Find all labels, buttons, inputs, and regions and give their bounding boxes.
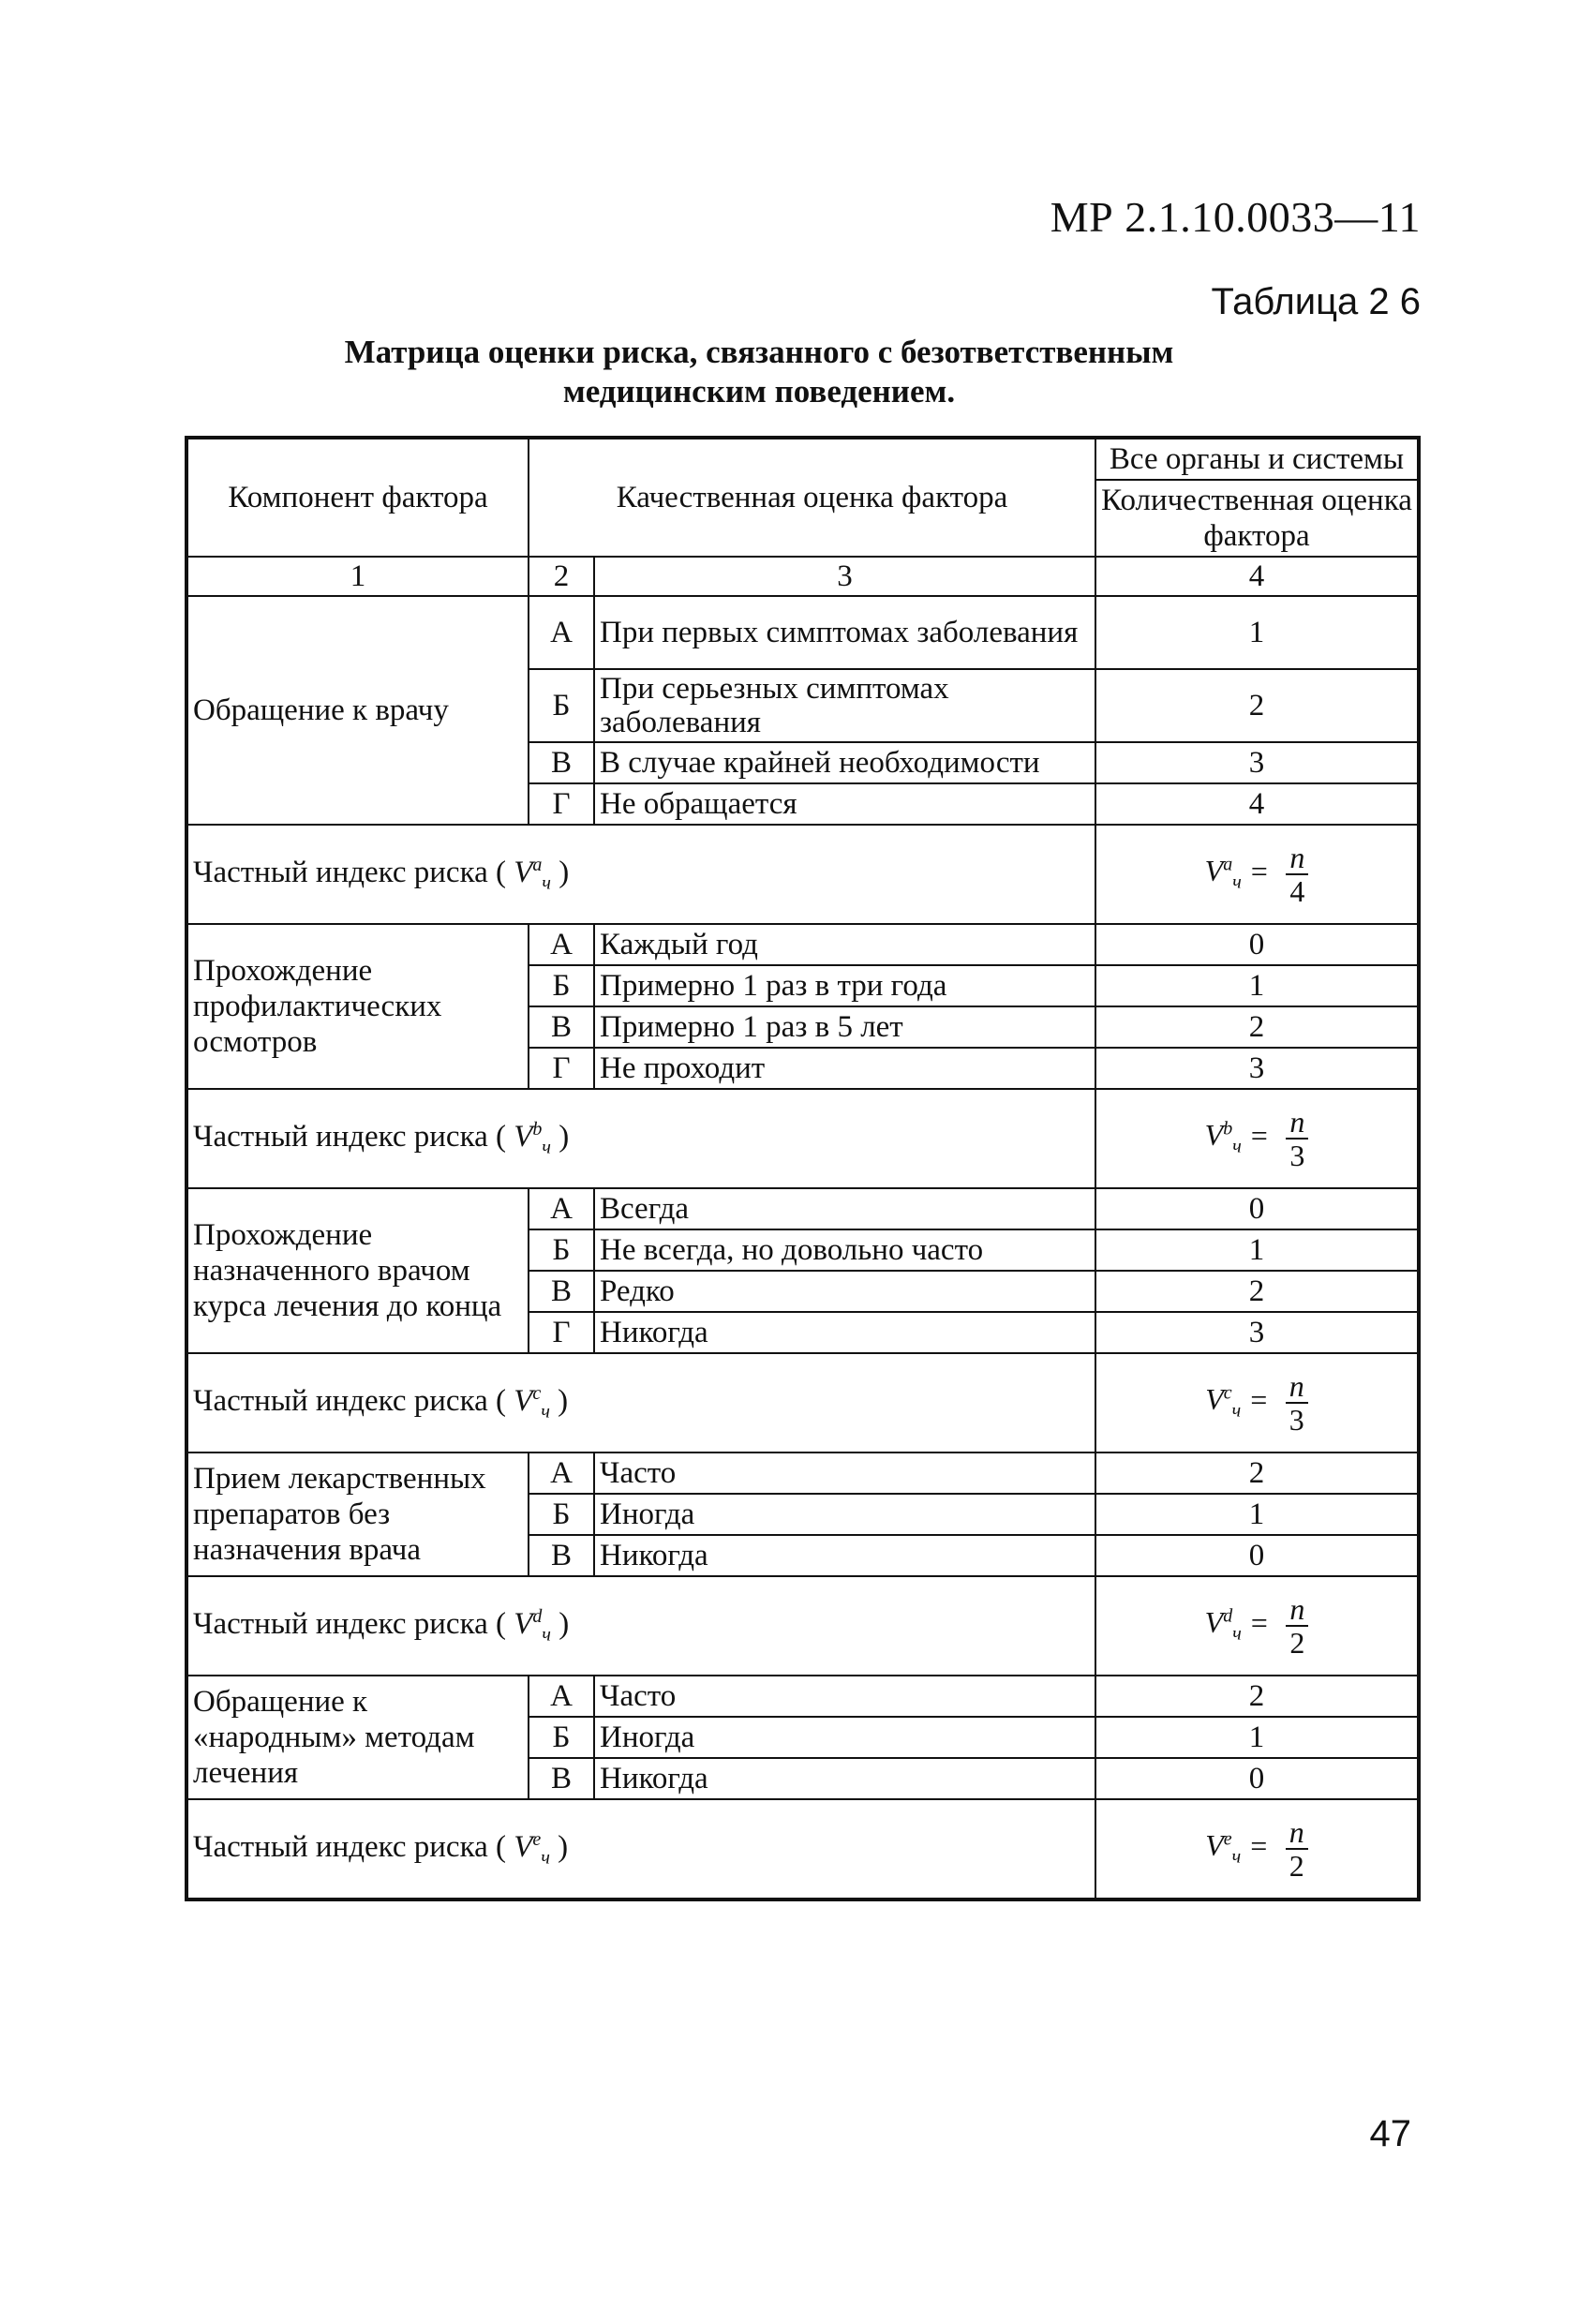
formula-numerator: n [1286, 1370, 1308, 1404]
formula-symbol [1204, 1605, 1242, 1645]
index-label-suffix: ) [559, 1607, 570, 1642]
option-code: В [529, 1006, 594, 1048]
document-code: МР 2.1.10.0033—11 [1050, 193, 1421, 241]
index-label-prefix: Частный индекс риска ( [193, 1384, 506, 1419]
page-number: 47 [1369, 2113, 1411, 2154]
option-value: 0 [1095, 1188, 1419, 1229]
option-value: 0 [1095, 924, 1419, 965]
formula-fraction [1286, 842, 1308, 907]
option-text: Никогда [594, 1312, 1095, 1353]
option-text: Часто [594, 1676, 1095, 1717]
col-number-2: 2 [529, 557, 594, 596]
formula-denominator: 2 [1289, 1849, 1304, 1883]
formula-fraction [1286, 1816, 1308, 1882]
table-title-line-2: медицинским поведением. [562, 373, 956, 410]
col-number-3: 3 [594, 557, 1095, 596]
formula-denominator: 4 [1289, 874, 1305, 908]
option-code: А [529, 596, 594, 669]
risk-symbol-sub: ч [541, 1401, 550, 1423]
option-text: Иногда [594, 1717, 1095, 1758]
formula-symbol-sup: c [1223, 1382, 1232, 1404]
option-text: Не проходит [594, 1048, 1095, 1089]
risk-symbol-sup: e [532, 1829, 542, 1851]
option-value: 1 [1095, 1494, 1419, 1535]
risk-symbol [514, 1119, 551, 1158]
index-label [186, 1353, 1095, 1452]
option-text: Часто [594, 1452, 1095, 1494]
option-text: Не обращается [594, 783, 1095, 825]
option-code: А [529, 924, 594, 965]
formula-denominator: 3 [1289, 1139, 1305, 1172]
option-text: При первых симптомах заболевания [594, 596, 1095, 669]
option-row [186, 1188, 1419, 1229]
formula-symbol-sup: a [1223, 854, 1233, 875]
option-text: Никогда [594, 1758, 1095, 1799]
index-label-suffix: ) [558, 1384, 569, 1419]
option-code: В [529, 1535, 594, 1576]
option-code: В [529, 1271, 594, 1312]
risk-symbol-sub: ч [541, 1847, 550, 1869]
index-label-suffix: ) [559, 856, 570, 890]
option-value: 3 [1095, 742, 1419, 783]
component-name: Обращение к «народным» методам лечения [186, 1676, 529, 1799]
index-formula: $V^a_ч$ = $\frac{n}{4}$ [1095, 825, 1419, 924]
index-row [186, 1089, 1419, 1188]
index-row [186, 1576, 1419, 1676]
risk-symbol [514, 855, 551, 894]
option-code: Б [529, 1229, 594, 1271]
col-number-4: 4 [1095, 557, 1419, 596]
table-number: Таблица 2 6 [1211, 281, 1421, 322]
risk-symbol-letter: V [514, 1607, 533, 1642]
formula-symbol-letter: V [1205, 1828, 1224, 1863]
component-name: Прохождение назначенного врачом курса лечения до конца [186, 1188, 529, 1353]
formula-symbol-letter: V [1205, 1382, 1224, 1417]
matrix-body [186, 596, 1419, 1899]
option-value: 2 [1095, 1006, 1419, 1048]
risk-symbol-sup: c [532, 1383, 542, 1405]
option-text: Никогда [594, 1535, 1095, 1576]
option-code: А [529, 1676, 594, 1717]
formula-symbol-sup: e [1223, 1828, 1232, 1850]
option-text: Не всегда, но довольно часто [594, 1229, 1095, 1271]
option-value: 1 [1095, 1717, 1419, 1758]
index-label-prefix: Частный индекс риска ( [193, 1120, 506, 1155]
option-text: Всегда [594, 1188, 1095, 1229]
index-formula: $V^e_ч$ = $\frac{n}{2}$ [1095, 1799, 1419, 1899]
option-row [186, 1676, 1419, 1717]
option-code: Б [529, 1717, 594, 1758]
option-text: Иногда [594, 1494, 1095, 1535]
formula-denominator: 3 [1289, 1403, 1304, 1437]
formula-symbol-sup: d [1223, 1605, 1233, 1627]
option-value: 1 [1095, 596, 1419, 669]
header-component: Компонент фактора [186, 438, 529, 557]
formula-numerator: n [1286, 842, 1308, 875]
formula-symbol-sub: ч [1232, 1623, 1242, 1645]
risk-symbol-sub: ч [542, 1137, 551, 1158]
option-value: 0 [1095, 1535, 1419, 1576]
index-label-suffix: ) [559, 1120, 570, 1155]
risk-symbol-sup: b [532, 1119, 543, 1140]
component-name: Прохождение профилактических осмотров [186, 924, 529, 1089]
formula-symbol-sub: ч [1231, 1400, 1242, 1422]
option-row [186, 1452, 1419, 1494]
risk-symbol [514, 1383, 550, 1423]
option-code: А [529, 1188, 594, 1229]
formula-fraction [1286, 1370, 1308, 1436]
option-text: В случае крайней необходимости [594, 742, 1095, 783]
option-value: 1 [1095, 965, 1419, 1006]
option-code: Г [529, 1048, 594, 1089]
option-code: В [529, 742, 594, 783]
option-code: Г [529, 783, 594, 825]
index-label [186, 1089, 1095, 1188]
option-code: А [529, 1452, 594, 1494]
risk-symbol-sub: ч [542, 1624, 551, 1646]
formula-fraction [1286, 1106, 1308, 1171]
formula-symbol [1204, 854, 1242, 893]
formula-symbol [1204, 1118, 1242, 1157]
formula-symbol [1205, 1828, 1242, 1868]
index-formula: $V^b_ч$ = $\frac{n}{3}$ [1095, 1089, 1419, 1188]
option-value: 2 [1095, 1676, 1419, 1717]
option-code: В [529, 1758, 594, 1799]
header-quantitative: Количественная оценка фактора [1095, 480, 1419, 557]
index-label-prefix: Частный индекс риска ( [193, 1607, 506, 1642]
index-label-suffix: ) [558, 1830, 569, 1865]
formula-fraction [1286, 1593, 1308, 1659]
option-text: Примерно 1 раз в 5 лет [594, 1006, 1095, 1048]
formula-numerator: n [1286, 1816, 1308, 1850]
option-text: Каждый год [594, 924, 1095, 965]
component-name: Обращение к врачу [186, 596, 529, 825]
risk-matrix-table [185, 436, 1421, 1901]
option-code: Б [529, 669, 594, 742]
option-text: При серьезных симптомах заболевания [594, 669, 1095, 742]
index-label-prefix: Частный индекс риска ( [193, 1830, 506, 1865]
formula-symbol-sup: b [1223, 1118, 1233, 1140]
table-title-line-1: Матрица оценки риска, связанного с безответственным [344, 334, 1174, 370]
risk-symbol-letter: V [514, 1830, 533, 1865]
option-code: Б [529, 965, 594, 1006]
option-value: 2 [1095, 1452, 1419, 1494]
option-row [186, 924, 1419, 965]
table-title [290, 333, 1228, 411]
col-number-1: 1 [186, 557, 529, 596]
header-qualitative: Качественная оценка фактора [529, 438, 1095, 557]
option-value: 2 [1095, 1271, 1419, 1312]
option-value: 1 [1095, 1229, 1419, 1271]
option-code: Г [529, 1312, 594, 1353]
risk-symbol-sub: ч [542, 872, 551, 894]
risk-symbol-letter: V [514, 856, 533, 890]
option-code: Б [529, 1494, 594, 1535]
formula-numerator: n [1286, 1593, 1308, 1627]
index-formula: $V^d_ч$ = $\frac{n}{2}$ [1095, 1576, 1419, 1676]
risk-symbol [514, 1829, 550, 1869]
risk-symbol-letter: V [514, 1120, 533, 1155]
formula-symbol-letter: V [1204, 1118, 1224, 1153]
header-all-organs: Все органы и системы [1095, 438, 1419, 480]
option-value: 4 [1095, 783, 1419, 825]
option-text: Редко [594, 1271, 1095, 1312]
formula-symbol-sub: ч [1232, 1136, 1242, 1157]
risk-symbol-sup: a [532, 855, 543, 876]
option-text: Примерно 1 раз в три года [594, 965, 1095, 1006]
formula-symbol-letter: V [1204, 1605, 1224, 1640]
index-label-prefix: Частный индекс риска ( [193, 856, 506, 890]
index-label [186, 825, 1095, 924]
risk-symbol [514, 1606, 551, 1646]
option-value: 2 [1095, 669, 1419, 742]
risk-symbol-sup: d [532, 1606, 543, 1628]
formula-numerator: n [1286, 1106, 1308, 1140]
formula-symbol-sub: ч [1232, 872, 1242, 893]
risk-symbol-letter: V [514, 1384, 533, 1419]
formula-denominator: 2 [1289, 1626, 1305, 1660]
formula-symbol-letter: V [1204, 854, 1224, 888]
option-value: 0 [1095, 1758, 1419, 1799]
option-value: 3 [1095, 1048, 1419, 1089]
option-row [186, 596, 1419, 669]
index-formula: $V^c_ч$ = $\frac{n}{3}$ [1095, 1353, 1419, 1452]
index-label [186, 1576, 1095, 1676]
component-name: Прием лекарственных препаратов без назначения врача [186, 1452, 529, 1576]
index-row [186, 825, 1419, 924]
index-label [186, 1799, 1095, 1899]
formula-symbol [1205, 1382, 1242, 1422]
formula-symbol-sub: ч [1231, 1846, 1242, 1868]
option-value: 3 [1095, 1312, 1419, 1353]
index-row [186, 1799, 1419, 1899]
index-row [186, 1353, 1419, 1452]
